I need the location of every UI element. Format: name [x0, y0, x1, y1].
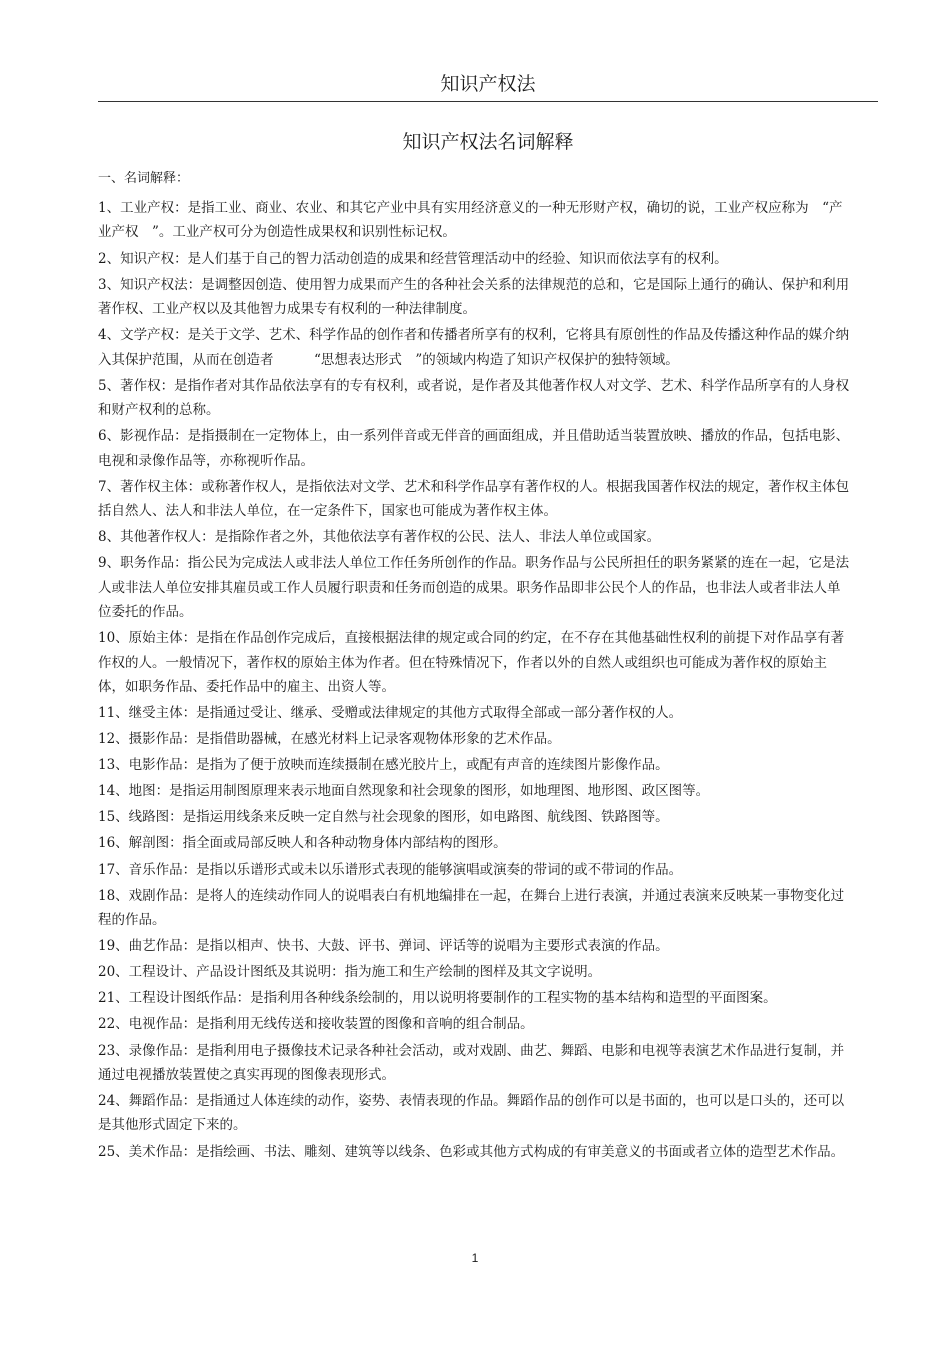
definition-entry-17: 17、音乐作品：是指以乐谱形式或未以乐谱形式表现的能够演唱或演奏的带词的或不带词的作品。: [98, 861, 683, 878]
definition-entry-7: 7、著作权主体：或称著作权人，是指依法对文学、艺术和科学作品享有著作权的人。根据我国著作权法的规定，著作权主体包括自然人、法人和非法人单位，在一定条件下，国家也可能成为著作权主体。: [98, 478, 850, 519]
definition-entry-25: 25、美术作品：是指绘画、书法、雕刻、建筑等以线条、色彩或其他方式构成的有审美意义的书面或者立体的造型艺术作品。: [98, 1143, 845, 1160]
definition-entry-23: 23、录像作品：是指利用电子摄像技术记录各种社会活动，或对戏剧、曲艺、舞蹈、电影和电视等表演艺术作品进行复制，并通过电视播放装置使之真实再现的图像表现形式。: [98, 1042, 845, 1083]
definition-entry-9: 9、职务作品：指公民为完成法人或非法人单位工作任务所创作的作品。职务作品与公民所担任的职务紧紧的连在一起，它是法人或非法人单位安排其雇员或工作人员履行职责和任务而创造的成果。职务作品即非公民个人的作品，也非法人或者非法人单位委托的作品。: [98, 555, 850, 620]
definition-entry-5: 5、著作权：是指作者对其作品依法享有的专有权利，或者说，是作者及其他著作权人对文学、艺术、科学作品所享有的人身权和财产权利的总称。: [98, 377, 850, 418]
definition-entry-1: 1、工业产权：是指工业、商业、农业、和其它产业中具有实用经济意义的一种无形财产权，确切的说，工业产权应称为 “产业产权 ”。工业产权可分为创造性成果权和识别性标记权。: [98, 200, 843, 241]
definition-entry-16: 16、解剖图：指全面或局部反映人和各种动物身体内部结构的图形。: [98, 835, 507, 852]
definition-entry-3: 3、知识产权法：是调整因创造、使用智力成果而产生的各种社会关系的法律规范的总和，它是国际上通行的确认、保护和利用著作权、工业产权以及其他智力成果专有权利的一种法律制度。: [98, 276, 850, 317]
definition-entry-2: 2、知识产权：是人们基于自己的智力活动创造的成果和经营管理活动中的经验、知识而依法享有的权利。: [98, 250, 728, 267]
definition-entry-24: 24、舞蹈作品：是指通过人体连续的动作，姿势、表情表现的作品。舞蹈作品的创作可以是书面的，也可以是口头的，还可以是其他形式固定下来的。: [98, 1093, 845, 1134]
page-number: 1: [471, 1251, 479, 1265]
document-title: 知识产权法名词解释: [402, 131, 574, 153]
definition-entry-18: 18、戏剧作品：是将人的连续动作同人的说唱表白有机地编排在一起，在舞台上进行表演，并通过表演来反映某一事物变化过程的作品。: [98, 887, 845, 929]
definition-entry-22: 22、电视作品：是指利用无线传送和接收装置的图像和音响的组合制品。: [98, 1016, 534, 1033]
definition-entry-6: 6、影视作品：是指摄制在一定物体上，由一系列伴音或无伴音的画面组成，并且借助适当装置放映、播放的作品，包括电影、电视和录像作品等，亦称视听作品。: [98, 428, 850, 469]
definition-entry-19: 19、曲艺作品：是指以相声、快书、大鼓、评书、弹词、评话等的说唱为主要形式表演的作品。: [98, 938, 669, 955]
definition-entry-4: 4、文学产权：是关于文学、艺术、科学作品的创作者和传播者所享有的权利，它将具有原创性的作品及传播这种作品的媒介纳入其保护范围，从而在创造者 “思想表达形式 ”的领域内构造了知识产权保护的独特领域。: [98, 327, 850, 368]
definition-entry-12: 12、摄影作品：是指借助器械，在感光材料上记录客观物体形象的艺术作品。: [98, 731, 561, 748]
definition-entry-15: 15、线路图：是指运用线条来反映一定自然与社会现象的图形，如电路图、航线图、铁路图等。: [98, 809, 669, 826]
definition-entry-14: 14、地图：是指运用制图原理来表示地面自然现象和社会现象的图形，如地理图、地形图、政区图等。: [98, 783, 710, 800]
running-header: 知识产权法: [440, 73, 536, 95]
definition-list: [98, 196, 853, 1166]
section-heading: 一、名词解释：: [98, 171, 190, 186]
definition-entry-20: 20、工程设计、产品设计图纸及其说明：指为施工和生产绘制的图样及其文字说明。: [98, 964, 602, 981]
definition-entry-10: 10、原始主体：是指在作品创作完成后，直接根据法律的规定或合同的约定，在不存在其他基础性权利的前提下对作品享有著作权的人。一般情况下，著作权的原始主体为作者。但在特殊情况下，作者以外的自然人或组织也可能成为著作权的原始主体，如职务作品、委托作品中的雇主、出资人等。: [98, 630, 845, 695]
header-rule: [98, 101, 878, 102]
definition-entry-11: 11、继受主体：是指通过受让、继承、受赠或法律规定的其他方式取得全部或一部分著作权的人。: [98, 705, 683, 721]
definition-entry-8: 8、其他著作权人：是指除作者之外，其他依法享有著作权的公民、法人、非法人单位或国家。: [98, 529, 661, 546]
definition-entry-21: 21、工程设计图纸作品：是指利用各种线条绘制的，用以说明将要制作的工程实物的基本结构和造型的平面图案。: [98, 990, 777, 1007]
definition-entry-13: 13、电影作品：是指为了便于放映而连续摄制在感光胶片上，或配有声音的连续图片影像作品。: [98, 757, 669, 774]
